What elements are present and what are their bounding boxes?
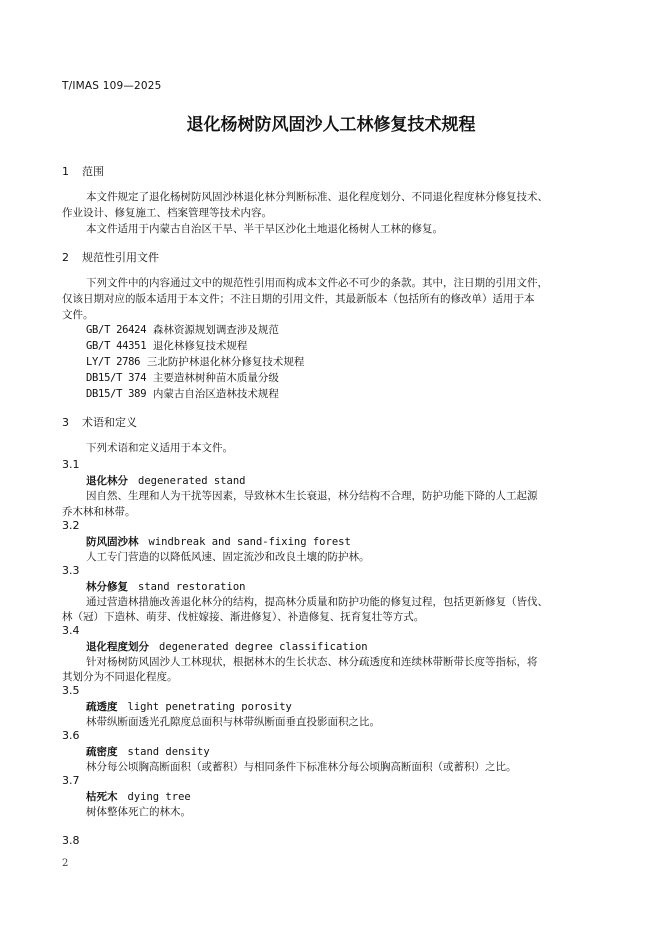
- term-name: [86, 639, 368, 654]
- term-name-zh: 退化林分: [86, 475, 128, 487]
- term-number: 3.7: [62, 774, 80, 787]
- section-number: 2: [62, 251, 69, 264]
- normative-paragraph-line-3: 文件。: [62, 309, 94, 321]
- standard-code: T/IMAS 109—2025: [62, 80, 162, 92]
- reference-code: DB15/T 389: [86, 388, 147, 400]
- term-name-zh: 退化程度划分: [86, 641, 149, 653]
- reference-code: GB/T 26424: [86, 324, 147, 336]
- reference-name: 三北防护林退化林分修复技术规程: [146, 356, 305, 368]
- term-name: [86, 789, 191, 804]
- term-number: 3.3: [62, 564, 80, 577]
- term-definition-line-1: 因自然、生理和人为干扰等因素，导致林木生长衰退，林分结构不合理，防护功能下降的人工起源: [86, 490, 538, 502]
- section-title: 范围: [82, 165, 104, 178]
- term-number: 3.2: [62, 519, 80, 532]
- section-number: 1: [62, 165, 69, 178]
- section-title: 规范性引用文件: [82, 251, 159, 264]
- term-number: 3.1: [62, 458, 80, 471]
- term-definition-line-1: 林分每公顷胸高断面积（或蓄积）与相同条件下标准林分每公顷胸高断面积（或蓄积）之比。: [86, 761, 517, 773]
- reference-item: [86, 386, 279, 401]
- term-name-zh: 林分修复: [86, 581, 128, 593]
- term-definition-line-2: 乔木林和林带。: [62, 506, 136, 518]
- term-name-en: windbreak and sand-fixing forest: [148, 536, 351, 548]
- reference-item: [86, 338, 247, 353]
- term-number: 3.5: [62, 684, 80, 697]
- reference-item: [86, 354, 304, 369]
- term-number: 3.6: [62, 729, 80, 742]
- reference-item: [86, 322, 279, 337]
- term-name: [86, 744, 210, 759]
- reference-code: GB/T 44351: [86, 340, 147, 352]
- reference-code: DB15/T 374: [86, 372, 147, 384]
- document-title: 退化杨树防风固沙人工林修复技术规程: [186, 115, 476, 135]
- section-heading-scope: [62, 163, 104, 179]
- term-name-en: stand restoration: [138, 581, 246, 593]
- terms-intro: 下列术语和定义适用于本文件。: [86, 442, 233, 454]
- term-name: [86, 579, 245, 594]
- scope-paragraph-2: 本文件适用于内蒙古自治区干旱、半干旱区沙化土地退化杨树人工林的修复。: [86, 223, 443, 235]
- scope-paragraph-1-line-1: 本文件规定了退化杨树防风固沙林退化林分判断标准、退化程度划分、不同退化程度林分修复技术、: [86, 191, 548, 203]
- reference-item: [86, 370, 279, 385]
- term-name-zh: 枯死木: [86, 791, 118, 803]
- term-definition-line-1: 树体整体死亡的林木。: [86, 806, 191, 818]
- reference-name: 主要造林树种苗木质量分级: [152, 372, 279, 384]
- section-number: 3: [62, 416, 69, 429]
- normative-paragraph-line-1: 下列文件中的内容通过文中的规范性引用而构成本文件必不可少的条款。其中，注日期的引用文件，: [86, 277, 548, 289]
- term-name-zh: 疏密度: [86, 746, 118, 758]
- term-definition-line-1: 人工专门营造的以降低风速、固定流沙和改良土壤的防护林。: [86, 551, 370, 563]
- scope-paragraph-1-line-2: 作业设计、修复施工、档案管理等技术内容。: [62, 207, 272, 219]
- term-name: [86, 534, 351, 549]
- term-definition-line-2: 其划分为不同退化程度。: [62, 671, 178, 683]
- section-title: 术语和定义: [82, 416, 137, 429]
- term-name-zh: 疏透度: [86, 701, 118, 713]
- term-name-en: degenerated degree classification: [159, 641, 368, 653]
- term-name-en: dying tree: [127, 791, 191, 803]
- term-number: 3.4: [62, 624, 80, 637]
- term-number: 3.8: [62, 834, 80, 847]
- reference-name: 森林资源规划调查涉及规范: [152, 324, 279, 336]
- section-heading-terms: [62, 414, 137, 430]
- term-name: [86, 473, 245, 488]
- term-name-en: degenerated stand: [138, 475, 246, 487]
- term-definition-line-2: 林（冠）下造林、萌芽、伐桩嫁接、渐进修复）、补造修复、抚育复壮等方式。: [62, 611, 425, 623]
- term-name-en: stand density: [127, 746, 210, 758]
- section-heading-normative: [62, 249, 159, 265]
- term-definition-line-1: 针对杨树防风固沙人工林现状，根据林木的生长状态、林分疏透度和连续林带断带长度等指标，将: [86, 656, 538, 668]
- reference-name: 内蒙古自治区造林技术规程: [152, 388, 279, 400]
- normative-paragraph-line-2: 仅该日期对应的版本适用于本文件；不注日期的引用文件，其最新版本（包括所有的修改单）适用于本: [62, 293, 535, 305]
- reference-name: 退化林修复技术规程: [152, 340, 248, 352]
- term-definition-line-1: 林带纵断面透光孔隙度总面积与林带纵断面垂直投影面积之比。: [86, 716, 380, 728]
- term-definition-line-1: 通过营造林措施改善退化林分的结构，提高林分质量和防护功能的修复过程，包括更新修复（皆伐、: [86, 596, 548, 608]
- reference-code: LY/T 2786: [86, 356, 141, 368]
- term-name-en: light penetrating porosity: [127, 701, 292, 713]
- term-name: [86, 699, 292, 714]
- page-number: 2: [62, 858, 69, 869]
- term-name-zh: 防风固沙林: [86, 536, 139, 548]
